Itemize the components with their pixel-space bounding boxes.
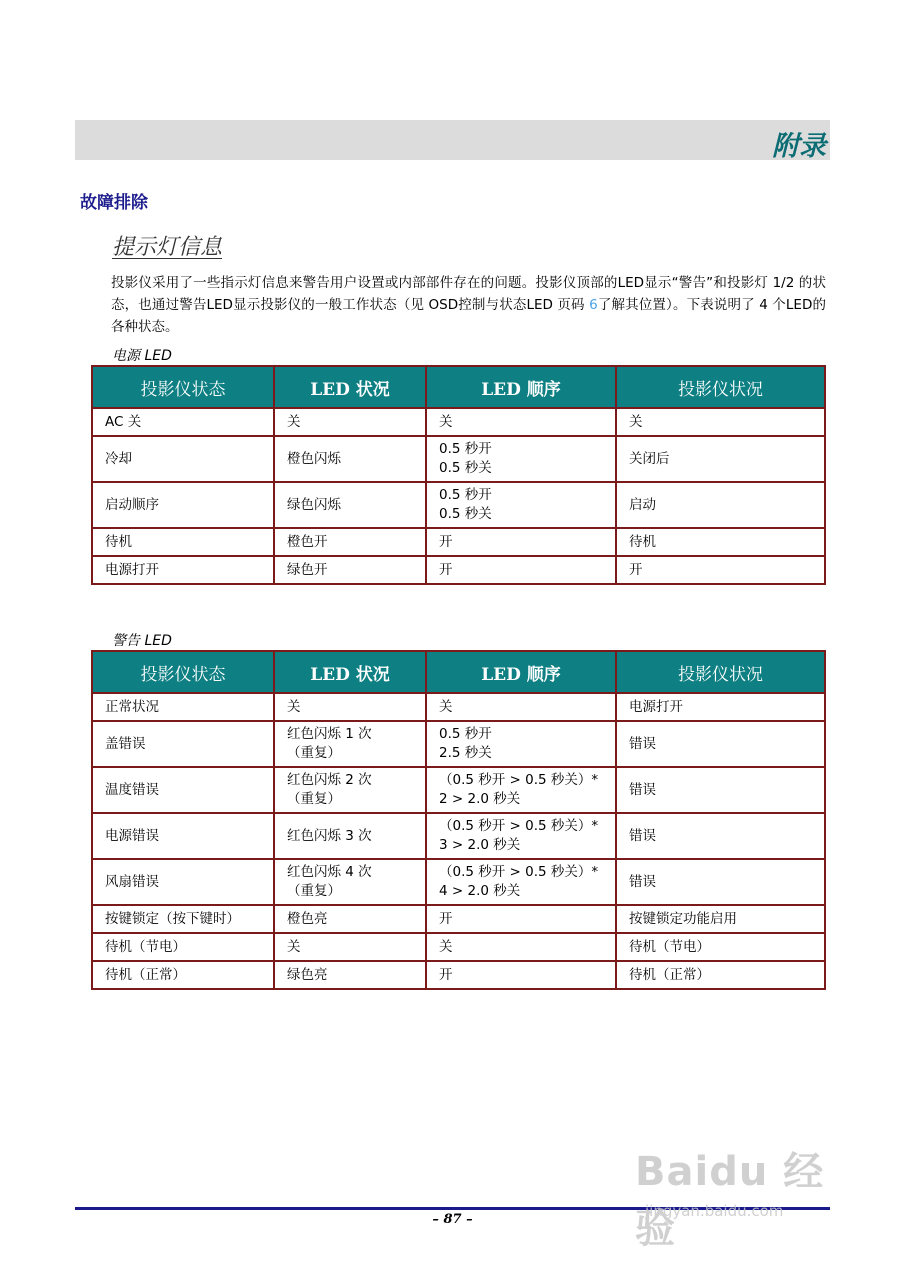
table-cell [92,482,274,528]
table-cell [616,767,825,813]
table-cell [92,556,274,584]
table-cell [274,528,426,556]
cell-line: 开 [439,966,453,983]
cell-line: 按键锁定（按下键时） [105,910,240,927]
table-cell [426,436,616,482]
cell-line: 关 [439,698,453,715]
cell-line: 橙色开 [287,533,328,550]
cell-line: 温度错误 [105,781,159,798]
cell-line: 绿色闪烁 [287,496,341,513]
cell-line: 红色闪烁 2 次 [287,772,372,788]
cell-line: 开 [439,910,453,927]
cell-line: 关 [439,413,453,430]
cell-line: 启动顺序 [105,496,159,513]
table-cell [616,813,825,859]
warning-led-table [91,650,826,990]
cell-line: 0.5 秒关 [439,460,492,476]
table-cell [426,767,616,813]
table-cell [426,859,616,905]
header-cell: LED 状况 [274,651,426,693]
table-row [92,961,825,989]
table-cell [426,556,616,584]
table-row [92,693,825,721]
cell-line: 橙色闪烁 [287,450,341,467]
cell-line: 启动 [629,496,656,513]
cell-line: 待机（正常） [105,966,186,983]
table-cell [426,721,616,767]
table-row [92,767,825,813]
power-led-rows [92,408,825,584]
cell-line: 开 [629,561,643,578]
cell-line: 4 > 2.0 秒关 [439,883,521,899]
table-row [92,528,825,556]
cell-line: 红色闪烁 1 次 [287,726,372,742]
cell-line: （重复） [287,745,341,761]
cell-line: 错误 [629,781,656,798]
watermark-url: jingyan.baidu.com [645,1202,784,1220]
cell-line: 关 [287,938,301,955]
table-cell [274,813,426,859]
warning-led-caption: 警告 LED [112,633,172,649]
cell-line: 电源打开 [629,698,683,715]
table-cell [92,693,274,721]
table-cell [426,693,616,721]
cell-line: 关 [287,413,301,430]
intro-text-end: 了解其位置）。下表说明了 4 个LED的各种状态。 [111,297,826,335]
cell-line: 待机 [105,533,132,550]
table-cell [616,721,825,767]
table-cell [274,408,426,436]
cell-line: 橙色亮 [287,910,328,927]
cell-line: （重复） [287,791,341,807]
table-header-row [92,651,825,693]
table-cell [92,961,274,989]
table-cell [616,436,825,482]
section-title: 故障排除 [80,193,148,213]
cell-line: 错误 [629,873,656,890]
table-cell [92,933,274,961]
header-cell: 投影仪状态 [92,366,274,408]
warning-led-rows [92,693,825,989]
table-row [92,436,825,482]
table-header-row [92,366,825,408]
table-cell [92,813,274,859]
table-cell [92,436,274,482]
cell-line: （0.5 秒开 > 0.5 秒关）* [439,772,599,788]
header-cell: LED 顺序 [426,366,616,408]
power-led-table [91,365,826,585]
table-cell [426,961,616,989]
table-row [92,482,825,528]
table-cell [426,408,616,436]
table-row [92,556,825,584]
cell-line: （0.5 秒开 > 0.5 秒关）* [439,818,599,834]
table-cell [274,436,426,482]
cell-line: AC 关 [105,413,142,430]
cell-line: 红色闪烁 3 次 [287,827,372,844]
cell-line: 按键锁定功能启用 [629,910,737,927]
table-cell [616,859,825,905]
table-cell [426,813,616,859]
table-cell [92,408,274,436]
cell-line: 0.5 秒开 [439,726,492,742]
table-cell [274,905,426,933]
watermark [635,1140,865,1252]
table-row [92,905,825,933]
cell-line: 关 [629,413,643,430]
table-cell [616,905,825,933]
cell-line: 2 > 2.0 秒关 [439,791,521,807]
table-row [92,933,825,961]
table-cell [274,693,426,721]
intro-paragraph [111,272,826,338]
table-cell [274,767,426,813]
cell-line: 错误 [629,827,656,844]
table-cell [616,933,825,961]
table-cell [616,961,825,989]
cell-line: 0.5 秒开 [439,487,492,503]
cell-line: （重复） [287,883,341,899]
cell-line: 关闭后 [629,450,670,467]
cell-line: 3 > 2.0 秒关 [439,837,521,853]
table-cell [274,482,426,528]
cell-line: 红色闪烁 4 次 [287,864,372,880]
table-cell [92,905,274,933]
header-cell: LED 状况 [274,366,426,408]
table-cell [274,933,426,961]
table-cell [426,933,616,961]
table-cell [92,859,274,905]
header-cell: 投影仪状况 [616,651,825,693]
intro-text: 投影仪采用了一些指示灯信息来警告用户设置或内部部件存在的问题。投影仪顶部的LED显示“警告”和投影灯 1/2 的状态，也通过警告LED显示投影仪的一般工作状态（见 OSD控制与状态LED 页码 [111,275,826,313]
table-cell [616,482,825,528]
table-cell [426,905,616,933]
header-cell: 投影仪状况 [616,366,825,408]
cell-line: 待机（正常） [629,966,710,983]
header-cell: 投影仪状态 [92,651,274,693]
table-cell [616,408,825,436]
table-cell [92,767,274,813]
table-cell [92,721,274,767]
cell-line: 0.5 秒关 [439,506,492,522]
cell-line: 待机（节电） [629,938,710,955]
cell-line: 错误 [629,735,656,752]
cell-line: 待机（节电） [105,938,186,955]
header-cell: LED 顺序 [426,651,616,693]
cell-line: 电源错误 [105,827,159,844]
table-cell [616,693,825,721]
table-cell [92,528,274,556]
table-cell [616,528,825,556]
cell-line: 冷却 [105,450,132,467]
table-cell [274,961,426,989]
table-cell [426,528,616,556]
sub-title: 提示灯信息 [112,235,223,260]
watermark-logo: Baidu 经验 [635,1149,825,1252]
page-title: 附录 [772,131,826,162]
cell-line: 电源打开 [105,561,159,578]
table-cell [274,556,426,584]
table-cell [274,859,426,905]
page-link[interactable]: 6 [589,297,598,313]
cell-line: （0.5 秒开 > 0.5 秒关）* [439,864,599,880]
table-cell [426,482,616,528]
cell-line: 开 [439,533,453,550]
cell-line: 风扇错误 [105,873,159,890]
cell-line: 待机 [629,533,656,550]
page-number: – 87 – [432,1212,473,1227]
table-cell [274,721,426,767]
table-row [92,721,825,767]
cell-line: 2.5 秒关 [439,745,492,761]
table-row [92,813,825,859]
power-led-caption: 电源 LED [112,348,172,364]
table-cell [616,556,825,584]
table-row [92,859,825,905]
cell-line: 0.5 秒开 [439,441,492,457]
cell-line: 绿色开 [287,561,328,578]
header-bar [75,120,830,160]
cell-line: 盖错误 [105,735,146,752]
cell-line: 关 [287,698,301,715]
cell-line: 正常状况 [105,698,159,715]
cell-line: 绿色亮 [287,966,328,983]
table-row [92,408,825,436]
cell-line: 开 [439,561,453,578]
cell-line: 关 [439,938,453,955]
